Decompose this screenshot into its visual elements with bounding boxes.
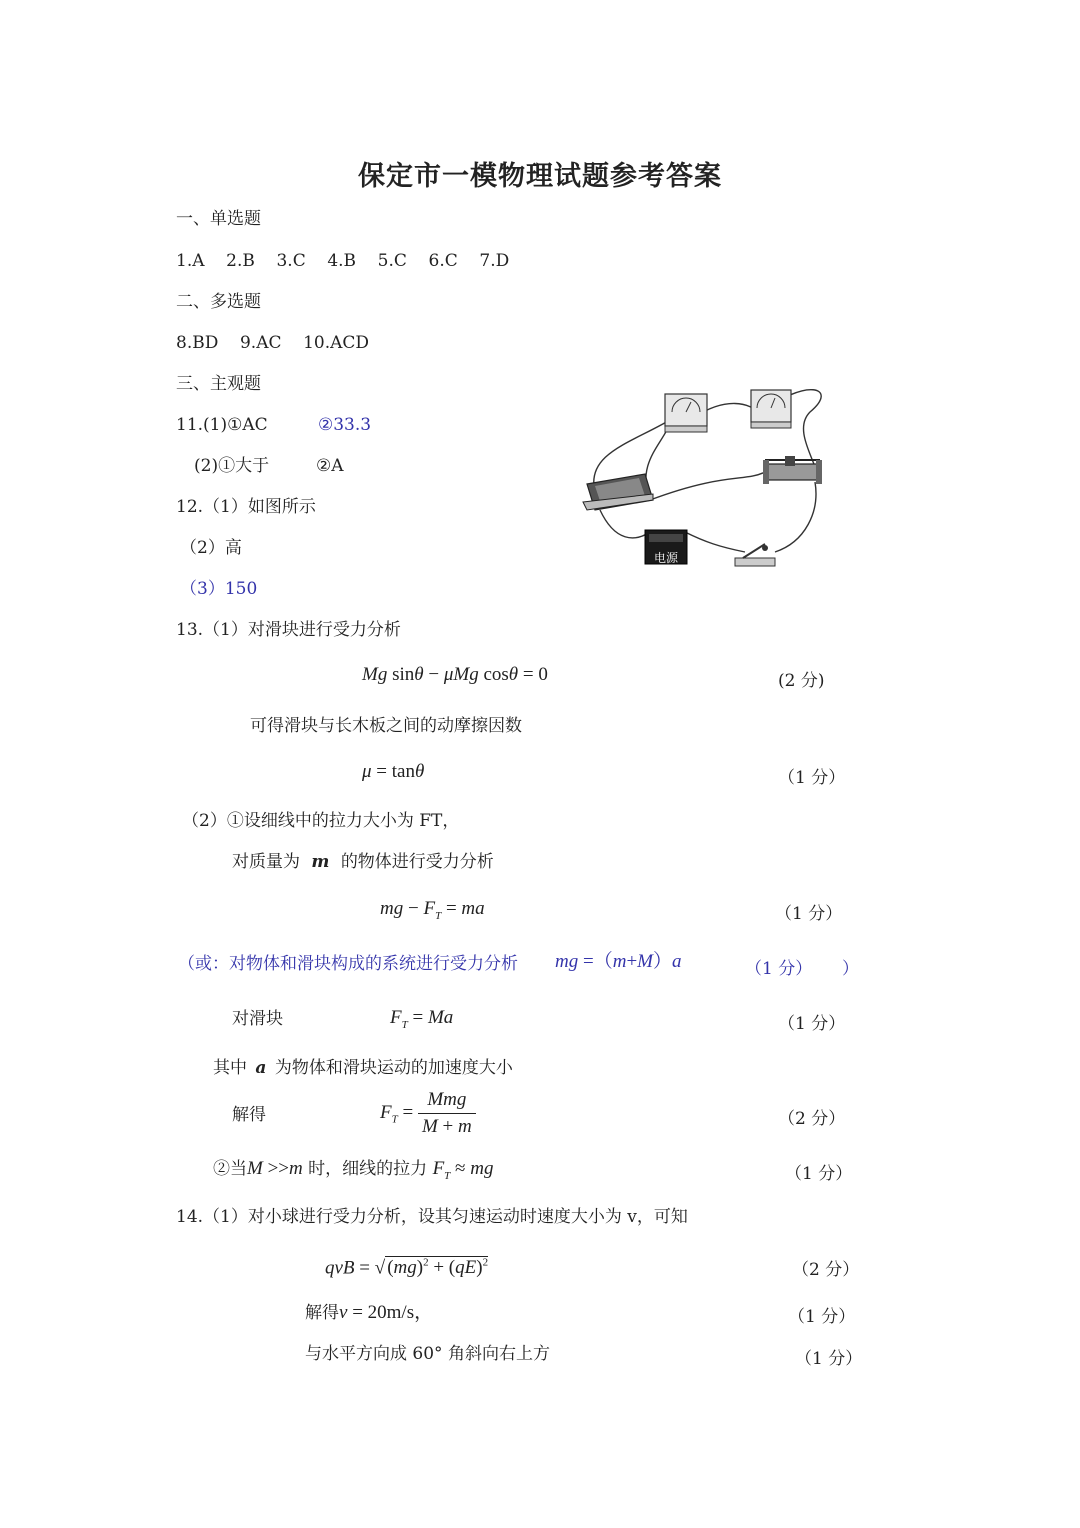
q11-part2-a: (2)①大于	[194, 456, 270, 476]
answer-5: 5.C	[377, 251, 407, 271]
section-heading-subjective: 三、主观题	[176, 374, 261, 394]
ammeter-icon	[751, 390, 791, 428]
q14-equation-1: qvB = √ (mg)$^2$ + (qE)$^2$	[325, 1257, 489, 1279]
rheostat-icon	[763, 456, 822, 484]
q13-cond-a: ②当	[213, 1159, 247, 1179]
answer-1: 1.A	[176, 251, 205, 271]
q13-text-1: 可得滑块与长木板之间的动摩擦因数	[250, 716, 522, 736]
q13-where-var: a	[255, 1058, 267, 1078]
q14-score-3: （1 分）	[795, 1349, 863, 1369]
q13-text-2	[232, 851, 494, 873]
single-choice-answers	[176, 250, 509, 272]
q13-score-5: （2 分）	[778, 1109, 846, 1129]
q11-part2-b: ②A	[316, 456, 344, 476]
q13-alternative-equation: mg =（m+M）a	[555, 951, 682, 972]
q12-part2: （2）高	[180, 538, 242, 558]
switch-icon	[735, 544, 775, 566]
fraction: $\frac{\text{Mmg}}{M + m}$	[418, 1088, 476, 1139]
q13-solve-label: 解得	[232, 1105, 266, 1125]
q11-part1-a: 11.(1)①AC	[176, 415, 268, 435]
q13-text-2b: 的物体进行受力分析	[340, 852, 494, 872]
q14-intro: 14.（1）对小球进行受力分析，设其匀速运动时速度大小为 v，可知	[176, 1207, 688, 1227]
q14-score-2: （1 分）	[788, 1307, 856, 1327]
q11-part1-b: ②33.3	[318, 415, 372, 435]
power-supply-label: 电源	[653, 551, 679, 565]
q13-equation-4: $F_T = Ma$	[390, 1007, 454, 1031]
q13-text-2-mass: m	[311, 852, 330, 872]
q13-equation-3: mg − $F_T$ = ma	[380, 898, 485, 922]
battery-power-supply-icon	[645, 530, 687, 565]
q12-part3: （3）150	[180, 579, 258, 599]
q14-direction: 与水平方向成 60° 角斜向右上方	[305, 1344, 550, 1364]
q13-equation-5: $F_T$ = $\frac{\text{Mmg}}{M + m}$	[380, 1088, 476, 1139]
q13-score-2: （1 分）	[778, 768, 846, 788]
q13-cond-b: 时，细线的拉力	[308, 1159, 428, 1179]
q13-part2: （2）①设细线中的拉力大小为 FT，	[182, 811, 460, 831]
q13-equation-2: μ = tanθ	[362, 761, 425, 782]
answer-8: 8.BD	[176, 333, 219, 353]
page-title: 保定市一模物理试题参考答案	[358, 161, 722, 192]
section-heading-multi: 二、多选题	[176, 292, 261, 312]
q13-alternative-text: （或：对物体和滑块构成的系统进行受力分析	[178, 954, 518, 974]
q13-where-b: 为物体和滑块运动的加速度大小	[274, 1058, 513, 1078]
answer-2: 2.B	[226, 251, 255, 271]
section-heading-single: 一、单选题	[176, 209, 261, 229]
q13-where-text	[213, 1057, 513, 1079]
answer-10: 10.ACD	[303, 333, 370, 353]
q13-score-3: （1 分）	[775, 904, 843, 924]
multi-choice-answers	[176, 332, 369, 354]
q13-condition: ②当M >>m 时，细线的拉力 $F_T$ ≈ mg	[213, 1158, 494, 1182]
q13-where-a: 其中	[213, 1058, 247, 1078]
q13-alternative-close: ）	[842, 959, 859, 979]
circuit-diagram	[575, 372, 835, 572]
q12-part1: 12.（1）如图所示	[176, 497, 316, 517]
q13-score-1: (2 分)	[778, 671, 825, 691]
q13-equation-1: Mg sinθ − μMg cosθ = 0	[362, 664, 548, 685]
q13-slider-label: 对滑块	[232, 1009, 283, 1029]
q14-score-1: （2 分）	[792, 1260, 860, 1280]
answer-9: 9.AC	[239, 333, 282, 353]
voltmeter-icon	[665, 394, 707, 432]
q14-solve-label: 解得	[305, 1303, 339, 1323]
q13-score-4: （1 分）	[778, 1014, 846, 1034]
q13-intro: 13.（1）对滑块进行受力分析	[176, 620, 401, 640]
answer-7: 7.D	[479, 251, 510, 271]
q14-solve: 解得v = 20m/s，	[305, 1302, 434, 1323]
q13-alternative-score: （1 分）	[745, 959, 813, 979]
answer-6: 6.C	[428, 251, 458, 271]
answer-4: 4.B	[327, 251, 357, 271]
q13-score-6: （1 分）	[785, 1164, 853, 1184]
answer-3: 3.C	[276, 251, 306, 271]
q13-text-2a: 对质量为	[232, 852, 300, 872]
